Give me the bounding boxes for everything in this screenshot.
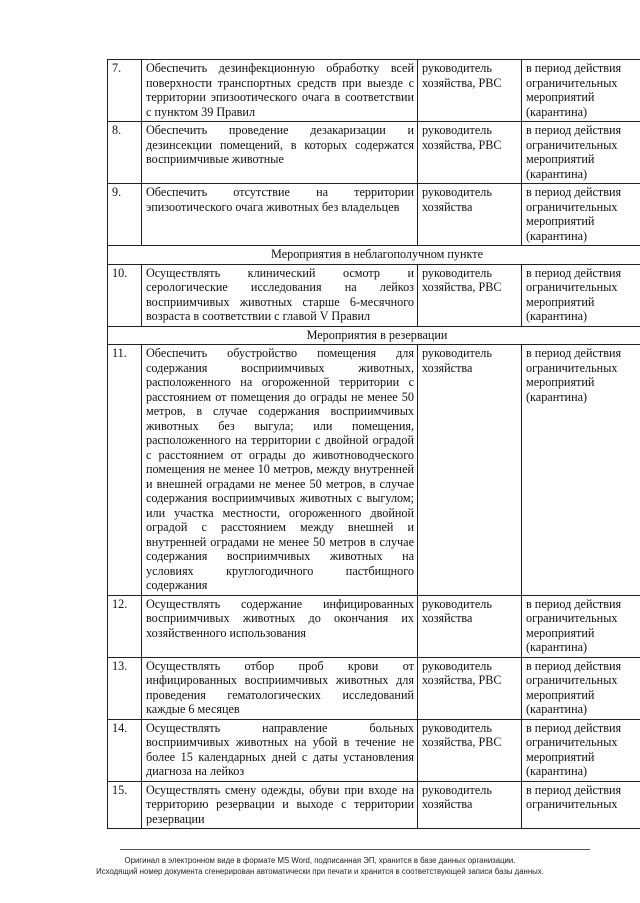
- table-row: [108, 264, 640, 326]
- section-header-row: [108, 326, 640, 345]
- row-number: 9.: [108, 184, 142, 246]
- responsible-party: руководитель хозяйства, РВС: [418, 60, 522, 122]
- execution-term: в период действия ограничительных мероприятий (карантина): [522, 60, 640, 122]
- section-header-row: [108, 246, 640, 265]
- row-number: 15.: [108, 781, 142, 829]
- measure-text: Осуществлять отбор проб крови от инфицированных восприимчивых животных для проведения гематологических исследований каждые 6 месяцев: [142, 657, 418, 719]
- table-row: [108, 657, 640, 719]
- execution-term: в период действия ограничительных мероприятий (карантина): [522, 719, 640, 781]
- execution-term: в период действия ограничительных мероприятий (карантина): [522, 345, 640, 596]
- row-number: 8.: [108, 122, 142, 184]
- table-row: [108, 345, 640, 596]
- row-number: 12.: [108, 595, 142, 657]
- section-title: Мероприятия в резервации: [108, 326, 640, 345]
- measures-table-body: [108, 60, 640, 829]
- measure-text: Осуществлять смену одежды, обуви при входе на территорию резервации и выходе с территории резервации: [142, 781, 418, 829]
- execution-term: в период действия ограничительных мероприятий (карантина): [522, 184, 640, 246]
- measure-text: Осуществлять направление больных восприимчивых животных на убой в течение не более 15 календарных дней с даты установления диагноза на лейкоз: [142, 719, 418, 781]
- row-number: 14.: [108, 719, 142, 781]
- row-number: 10.: [108, 264, 142, 326]
- execution-term: в период действия ограничительных мероприятий (карантина): [522, 595, 640, 657]
- responsible-party: руководитель хозяйства, РВС: [418, 719, 522, 781]
- execution-term: в период действия ограничительных мероприятий (карантина): [522, 657, 640, 719]
- execution-term: в период действия ограничительных мероприятий (карантина): [522, 264, 640, 326]
- responsible-party: руководитель хозяйства, РВС: [418, 657, 522, 719]
- responsible-party: руководитель хозяйства: [418, 184, 522, 246]
- footer-line-2: Исходящий номер документа сгенерирован автоматически при печати и хранится в соответствующей записи базы данных.: [96, 867, 544, 876]
- table-row: [108, 122, 640, 184]
- measure-text: Осуществлять клинический осмотр и серологические исследования на лейкоз восприимчивых животных старше 6-месячного возраста в соответствии с главой V Правил: [142, 264, 418, 326]
- responsible-party: руководитель хозяйства, РВС: [418, 264, 522, 326]
- page-footer: [0, 855, 640, 877]
- table-row: [108, 60, 640, 122]
- table-row: [108, 184, 640, 246]
- footer-line-1: Оригинал в электронном виде в формате MS Word, подписанная ЭП, хранится в базе данных организации.: [124, 856, 516, 865]
- measure-text: Осуществлять содержание инфицированных восприимчивых животных до окончания их хозяйственного использования: [142, 595, 418, 657]
- responsible-party: руководитель хозяйства, РВС: [418, 122, 522, 184]
- responsible-party: руководитель хозяйства: [418, 781, 522, 829]
- responsible-party: руководитель хозяйства: [418, 595, 522, 657]
- row-number: 11.: [108, 345, 142, 596]
- measures-table: [107, 59, 640, 829]
- table-row: [108, 595, 640, 657]
- execution-term: в период действия ограничительных: [522, 781, 640, 829]
- row-number: 13.: [108, 657, 142, 719]
- responsible-party: руководитель хозяйства: [418, 345, 522, 596]
- document-page: [107, 59, 622, 829]
- footer-divider: [120, 849, 590, 850]
- table-row: [108, 719, 640, 781]
- measure-text: Обеспечить проведение дезакаризации и дезинсекции помещений, в которых содержатся восприимчивые животные: [142, 122, 418, 184]
- measure-text: Обеспечить дезинфекционную обработку всей поверхности транспортных средств при выезде с территории эпизоотического очага в соответствии с пунктом 39 Правил: [142, 60, 418, 122]
- row-number: 7.: [108, 60, 142, 122]
- measure-text: Обеспечить отсутствие на территории эпизоотического очага животных без владельцев: [142, 184, 418, 246]
- execution-term: в период действия ограничительных мероприятий (карантина): [522, 122, 640, 184]
- measure-text: Обеспечить обустройство помещения для содержания восприимчивых животных, расположенного на огороженной территории с расстоянием от помещения до ограды не менее 50 метров, в случае содержания восприимчивых животных без выгула; или помещения, расположенного на территории с двойной оградой с расстоянием от ограды до животноводческого помещения не менее 10 метров, между внутренней и внешней оградами не менее 50 метров, в случае содержания восприимчивых животных с выгулом; или участка местности, огороженного двойной оградой с расстоянием между внешней и внутренней оградами не менее 50 метров в случае содержания восприимчивых животных на условиях круглогодичного пастбищного содержания: [142, 345, 418, 596]
- table-row: [108, 781, 640, 829]
- section-title: Мероприятия в неблагополучном пункте: [108, 246, 640, 265]
